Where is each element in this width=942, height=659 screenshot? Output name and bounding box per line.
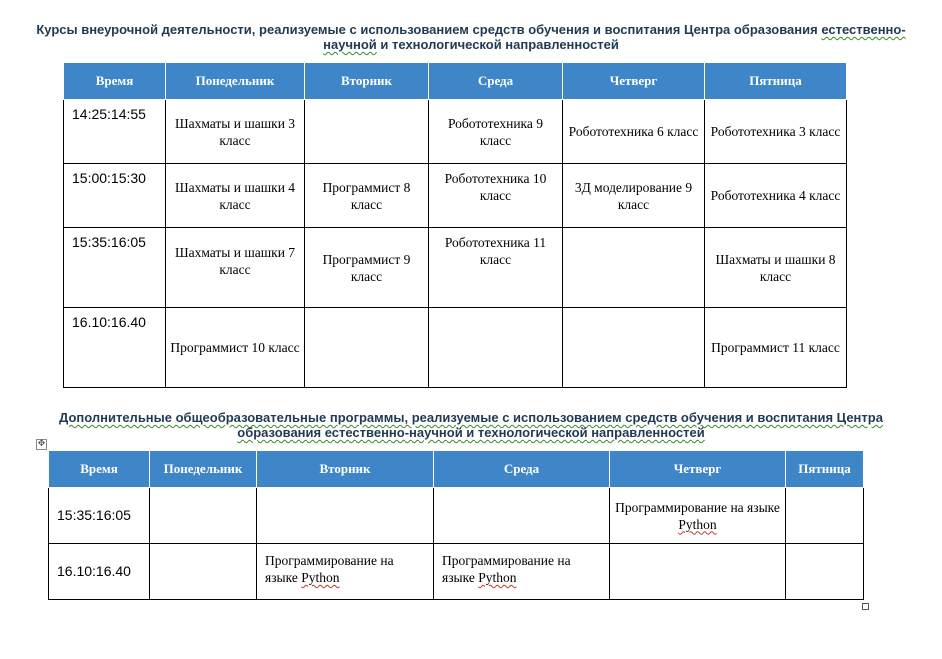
time-cell: 16.10:16.40 [64,308,166,388]
cell-tuesday [257,544,434,600]
header-monday: Понедельник [150,451,257,488]
cell-monday: Шахматы и шашки 3 класс [166,100,305,164]
table-move-handle-icon[interactable]: ✥ [37,439,46,449]
title1-line2-rest: и технологической направленностей [376,37,619,52]
cell-thursday [610,488,786,544]
program-text: Программирование на языке [615,499,780,515]
header-thursday: Четверг [610,451,786,488]
header-wednesday: Среда [429,63,563,100]
cell-monday: Программист 10 класс [166,308,305,388]
cell-monday [150,488,257,544]
python-word: Python [478,570,517,585]
table-row [49,488,864,544]
title1-line1-wavy: естественно- [821,22,906,37]
table-row [64,100,847,164]
program-text: Программирование на языке [442,553,571,585]
title2-line2: образования естественно-научной и технологической направленностей [237,425,705,440]
header-tuesday: Вторник [305,63,429,100]
table-row [64,308,847,388]
time-cell: 15:35:16:05 [64,228,166,308]
cell-friday: Робототехника 3 класс [705,100,847,164]
table-row [49,544,864,600]
title1-line2-wavy: научной [323,37,377,52]
python-word: Python [678,516,717,532]
header-thursday: Четверг [563,63,705,100]
python-word: Python [301,570,340,585]
cell-friday [786,488,864,544]
time-cell: 14:25:14:55 [64,100,166,164]
schedule-table-courses [63,62,847,388]
header-time: Время [49,451,150,488]
cell-thursday [563,228,705,308]
section-title-programs [0,410,942,440]
cell-friday: Программист 11 класс [705,308,847,388]
cell-tuesday [257,488,434,544]
cell-tuesday: Программист 9 класс [305,228,429,308]
cell-tuesday [305,308,429,388]
cell-friday: Шахматы и шашки 8 класс [705,228,847,308]
time-cell: 15:00:15:30 [64,164,166,228]
cell-tuesday: Программист 8 класс [305,164,429,228]
table-row [64,164,847,228]
cell-monday: Шахматы и шашки 7 класс [166,228,305,308]
section-title-courses [0,22,942,52]
cell-wednesday: Робототехника 9 класс [429,100,563,164]
cell-thursday [610,544,786,600]
time-cell: 16.10:16.40 [49,544,150,600]
header-tuesday: Вторник [257,451,434,488]
table-resize-handle[interactable] [862,603,869,610]
cell-monday: Шахматы и шашки 4 класс [166,164,305,228]
table-header-row [64,63,847,100]
cell-thursday [563,308,705,388]
cell-wednesday [429,308,563,388]
cell-thursday: 3Д моделирование 9 класс [563,164,705,228]
cell-friday: Робототехника 4 класс [705,164,847,228]
header-friday: Пятница [705,63,847,100]
table-row [64,228,847,308]
header-time: Время [64,63,166,100]
header-monday: Понедельник [166,63,305,100]
cell-thursday: Робототехника 6 класс [563,100,705,164]
cell-monday [150,544,257,600]
header-wednesday: Среда [434,451,610,488]
title1-line1-prefix: Курсы внеурочной деятельности, реализуемые с использованием средств обучения и воспитания Центра образования [36,22,822,37]
cell-wednesday [434,488,610,544]
cell-tuesday [305,100,429,164]
schedule-table-programs [48,450,864,600]
cell-friday [786,544,864,600]
cell-wednesday: Робототехника 11 класс [429,228,563,308]
title2-line1: Дополнительные общеобразовательные программы, реализуемые с использованием средств обучения и воспитания Центра [59,410,883,425]
cell-wednesday [434,544,610,600]
header-friday: Пятница [786,451,864,488]
program-text: Программирование на языке [265,553,394,585]
time-cell: 15:35:16:05 [49,488,150,544]
cell-wednesday: Робототехника 10 класс [429,164,563,228]
table-header-row [49,451,864,488]
